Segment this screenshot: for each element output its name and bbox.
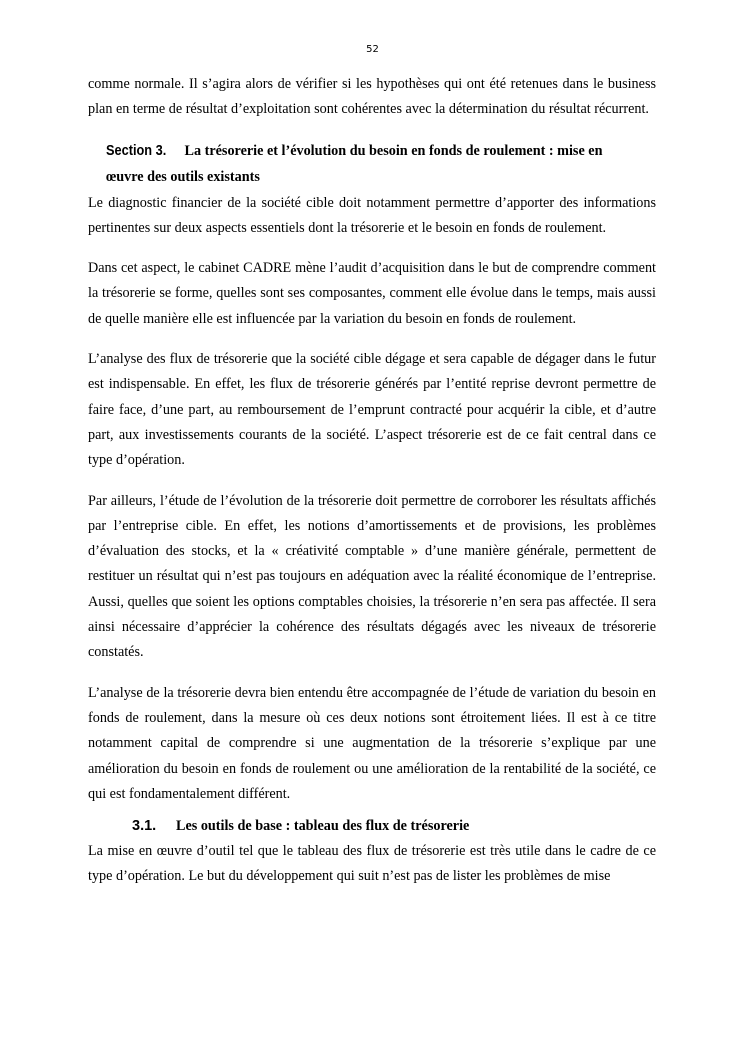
section-3-heading (88, 138, 656, 189)
subsection-3-1-heading (88, 813, 656, 839)
paragraph-working-capital: L’analyse de la trésorerie devra bien entendu être accompagnée de l’étude de variation du besoin en fonds de roulement, dans la mesure où ces deux notions sont étroitement liées. Il est à ce titre notamment capital de comprendre si une augmentation de la trésorerie s’explique par une amélioration du besoin en fonds de roulement ou une amélioration de la rentabilité de la société, ce qui est fondamentalement différent. (88, 684, 656, 802)
page-content (88, 72, 656, 905)
section-3-number: Section 3. (106, 142, 167, 159)
paragraph-diagnostic: Le diagnostic financier de la société cible doit notamment permettre d’apporter des informations pertinentes sur deux aspects essentiels dont la trésorerie et le besoin en fonds de roulement. (88, 194, 656, 236)
paragraph-cash-evolution: Par ailleurs, l’étude de l’évolution de la trésorerie doit permettre de corroborer les résultats affichés par l’entreprise cible. En effet, les notions d’amortissements et de provisions, les problèmes d’évaluation des stocks, et la « créativité comptable » d’une manière générale, permettent de restituer un résultat qui n’est pas toujours en adéquation avec la réalité économique de l’entreprise. Aussi, quelles que soient les options comptables choisies, la trésorerie n’en sera pas affectée. Il sera ainsi nécessaire d’apprécier la cohérence des résultats dégagés avec les niveaux de trésorerie constatés. (88, 492, 656, 661)
subsection-3-1-title: Les outils de base : tableau des flux de trésorerie (176, 818, 470, 835)
section-3-title-line2: œuvre des outils existants (106, 168, 260, 185)
page-number: 52 (366, 44, 379, 55)
paragraph-cadre-audit: Dans cet aspect, le cabinet CADRE mène l’audit d’acquisition dans le but de comprendre comment la trésorerie se forme, quelles sont ses composantes, comment elle évolue dans le temps, mais aussi de quelle manière elle est influencée par la variation du besoin en fonds de roulement. (88, 260, 656, 327)
section-3-title-line1: La trésorerie et l’évolution du besoin en fonds de roulement : mise en (184, 142, 603, 159)
paragraph-tools: La mise en œuvre d’outil tel que le tableau des flux de trésorerie est très utile dans le cadre de ce type d’opération. Le but du développement qui suit n’est pas de lister les problèmes de mise (88, 843, 656, 885)
paragraph-cash-flow-analysis: L’analyse des flux de trésorerie que la société cible dégage et sera capable de dégager dans le futur est indispensable. En effet, les flux de trésorerie générés par l’entité reprise devront permettre de faire face, d’une part, au remboursement de l’emprunt contracté pour acquérir la cible, et d’autre part, aux investissements courants de la société. L’aspect trésorerie est de ce fait central dans ce type d’opération. (88, 351, 656, 469)
intro-paragraph: comme normale. Il s’agira alors de vérifier si les hypothèses qui ont été retenues dans le business plan en terme de résultat d’exploitation sont cohérentes avec la détermination du résultat récurrent. (88, 76, 656, 118)
subsection-3-1-number: 3.1. (132, 818, 157, 835)
